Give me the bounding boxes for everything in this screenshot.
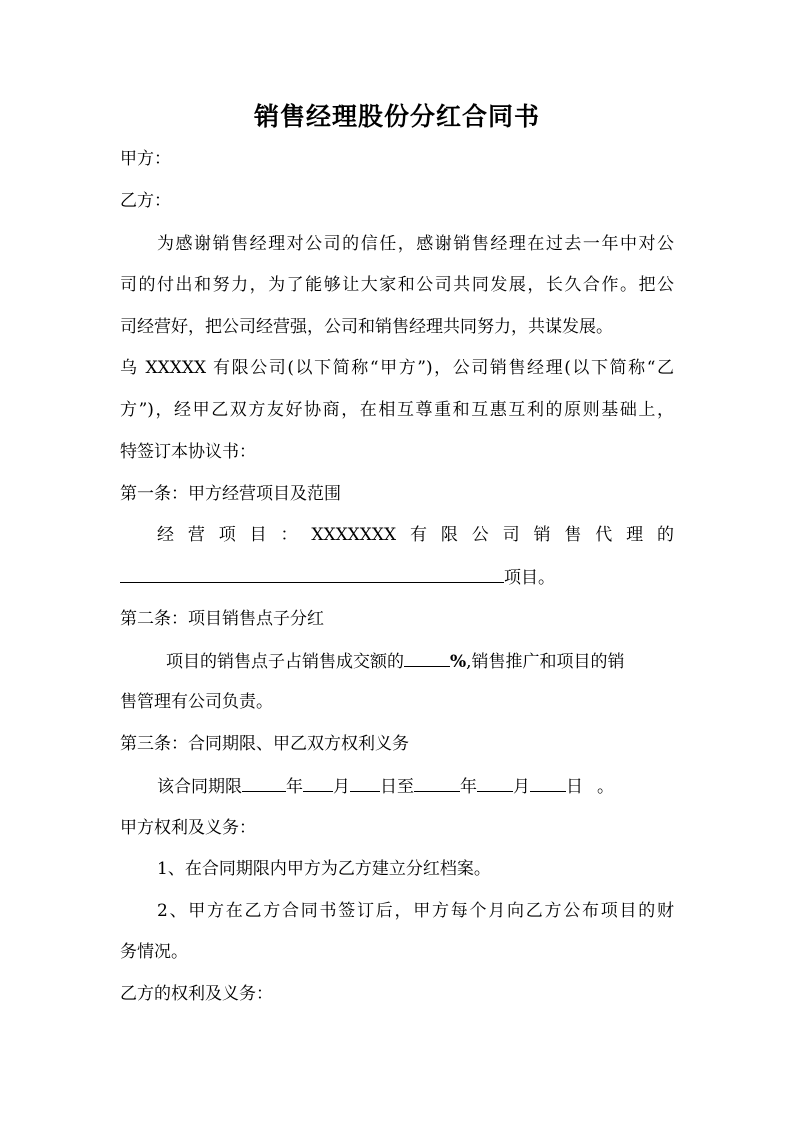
end-day-blank[interactable] — [530, 773, 566, 792]
project-name-blank[interactable] — [120, 564, 504, 583]
percent-sign: % — [450, 652, 467, 672]
article-1-char: 的 — [656, 525, 674, 545]
start-year-blank[interactable] — [242, 773, 286, 792]
article-1-char: 经 — [157, 525, 174, 545]
year-label: 年 — [460, 777, 477, 797]
intro-line-1: 为感谢销售经理对公司的信任，感谢销售经理在过去一年中对公 — [157, 234, 674, 254]
party-a-item-2-line-2: 务情况。 — [120, 942, 188, 962]
article-1-project-line — [120, 564, 555, 591]
start-month-blank[interactable] — [303, 773, 333, 792]
term-period: 。 — [597, 777, 614, 797]
article-1-char: XXXXXXX — [311, 525, 397, 545]
commission-percent-blank[interactable] — [404, 648, 450, 667]
month-label: 月 — [513, 777, 530, 797]
article-1-char: 限 — [440, 525, 458, 545]
article-1-char: 目 — [249, 525, 267, 545]
page-title: 销售经理股份分红合同书 — [253, 102, 540, 131]
article-1-char: 公 — [471, 525, 489, 545]
start-day-blank[interactable] — [350, 773, 380, 792]
term-prefix: 该合同期限 — [157, 777, 242, 797]
article-2-heading: 第二条：项目销售点子分红 — [120, 609, 324, 629]
intro-line-3: 司经营好，把公司经营强，公司和销售经理共同努力，共谋发展。 — [120, 317, 613, 337]
article-1-char: 有 — [409, 525, 427, 545]
commission-text-after: ,销售推广和项目的销 — [466, 652, 625, 672]
day-to-label: 日至 — [380, 777, 414, 797]
party-b-label: 乙方： — [120, 191, 171, 211]
year-label: 年 — [286, 777, 303, 797]
contract-term-line — [157, 773, 614, 800]
article-2-line-1 — [166, 648, 625, 675]
project-suffix: 项目。 — [504, 568, 555, 588]
party-a-label: 甲方： — [120, 149, 171, 169]
intro-line-5: 方”)，经甲乙双方友好协商，在相互尊重和互惠互利的原则基础上， — [120, 400, 674, 420]
intro-line-6: 特签订本协议书： — [120, 442, 256, 462]
article-1-heading: 第一条：甲方经营项目及范围 — [120, 484, 341, 504]
party-a-item-1: 1、在合同期限内甲方为乙方建立分红档案。 — [157, 859, 491, 879]
article-1-char: 理 — [626, 525, 644, 545]
commission-text-before: 项目的销售点子占销售成交额的 — [166, 652, 404, 672]
article-1-char: ： — [280, 525, 298, 545]
article-1-char: 代 — [595, 525, 613, 545]
article-1-char: 营 — [187, 525, 205, 545]
article-1-char: 项 — [218, 525, 236, 545]
intro-line-4: 乌 XXXXX 有限公司(以下简称“甲方”)，公司销售经理(以下简称“乙 — [120, 358, 674, 378]
party-a-item-2-line-1: 2、甲方在乙方合同书签订后，甲方每个月向乙方公布项目的财 — [157, 901, 674, 921]
article-3-heading: 第三条：合同期限、甲乙双方权利义务 — [120, 734, 409, 754]
article-1-char: 司 — [502, 525, 520, 545]
month-label: 月 — [333, 777, 350, 797]
party-b-rights-heading: 乙方的权利及义务： — [120, 984, 273, 1004]
day-label: 日 — [566, 777, 583, 797]
article-1-char: 销 — [533, 525, 551, 545]
end-month-blank[interactable] — [477, 773, 513, 792]
party-a-rights-heading: 甲方权利及义务： — [120, 818, 256, 838]
article-2-line-2: 售管理有公司负责。 — [120, 692, 273, 712]
article-1-char: 售 — [564, 525, 582, 545]
article-1-business-line — [157, 522, 674, 548]
intro-line-2: 司的付出和努力，为了能够让大家和公司共同发展，长久合作。把公 — [120, 275, 674, 295]
end-year-blank[interactable] — [414, 773, 460, 792]
